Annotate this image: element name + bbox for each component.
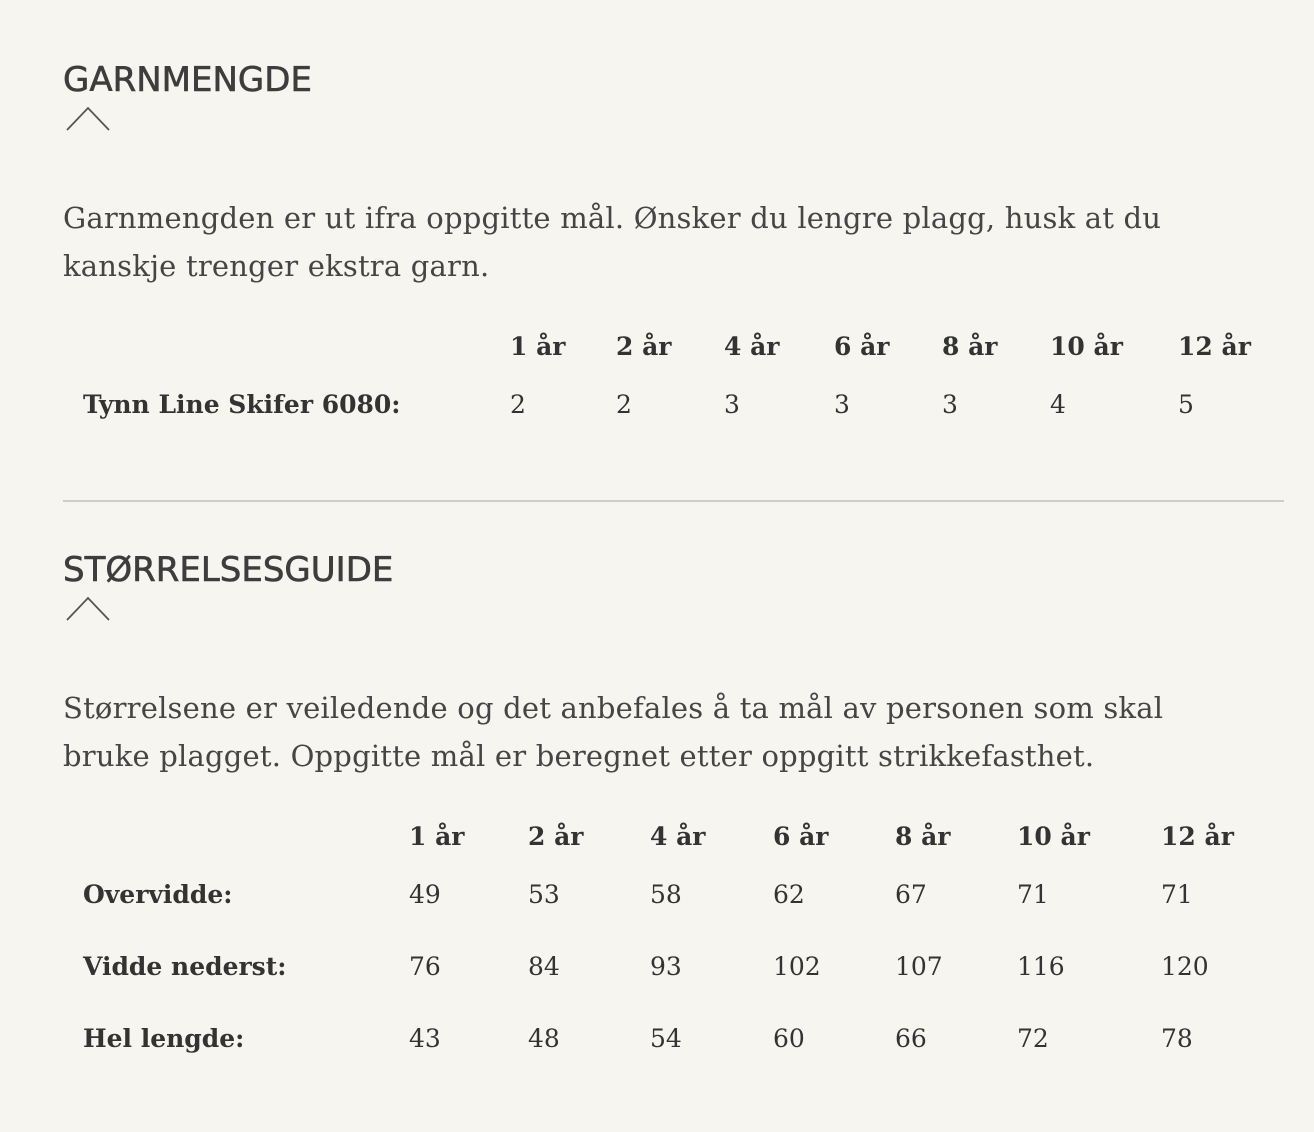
size-guide-size-header: 1 år [409, 821, 465, 851]
table-row [83, 858, 1241, 930]
size-guide-value: 102 [773, 951, 821, 981]
size-guide-heading[interactable]: STØRRELSESGUIDE [63, 550, 394, 590]
size-guide-row-label: Vidde nederst: [83, 951, 287, 981]
size-guide-value: 93 [650, 951, 682, 981]
size-guide-header-empty [83, 814, 409, 858]
size-guide-value: 66 [895, 1023, 927, 1053]
size-guide-value: 54 [650, 1023, 682, 1053]
size-guide-value: 67 [895, 879, 927, 909]
chevron-up-icon[interactable] [65, 104, 111, 132]
size-guide-value: 72 [1017, 1023, 1049, 1053]
yarn-size-header: 4 år [724, 331, 780, 361]
size-guide-value: 71 [1161, 879, 1193, 909]
yarn-table [83, 324, 1258, 440]
size-guide-value: 116 [1017, 951, 1065, 981]
yarn-header-empty [83, 324, 510, 368]
yarn-value: 3 [942, 389, 958, 419]
size-guide-value: 49 [409, 879, 441, 909]
yarn-value: 2 [510, 389, 526, 419]
yarn-size-header: 8 år [942, 331, 998, 361]
yarn-size-header: 2 år [616, 331, 672, 361]
yarn-intro: Garnmengden er ut ifra oppgitte mål. Ønsker du lengre plagg, husk at du kanskje trenger ekstra garn. [63, 201, 1162, 283]
size-guide-value: 48 [528, 1023, 560, 1053]
yarn-table-header [83, 324, 1258, 368]
size-guide-value: 62 [773, 879, 805, 909]
size-guide-size-header: 6 år [773, 821, 829, 851]
chevron-up-icon[interactable] [65, 594, 111, 622]
yarn-size-header: 1 år [510, 331, 566, 361]
size-guide-value: 71 [1017, 879, 1049, 909]
size-guide-value: 60 [773, 1023, 805, 1053]
yarn-value: 3 [834, 389, 850, 419]
size-guide-value: 43 [409, 1023, 441, 1053]
section-divider [63, 500, 1284, 502]
table-row [83, 1002, 1241, 1074]
size-guide-size-header: 2 år [528, 821, 584, 851]
yarn-value: 4 [1050, 389, 1066, 419]
table-row [83, 368, 1258, 440]
size-guide-value: 84 [528, 951, 560, 981]
size-guide-value: 76 [409, 951, 441, 981]
size-guide-intro: Størrelsene er veiledende og det anbefales å ta mål av personen som skal bruke plagget. Oppgitte mål er beregnet etter oppgitt strikkefasthet. [63, 691, 1164, 773]
yarn-size-header: 12 år [1178, 331, 1251, 361]
yarn-size-header: 6 år [834, 331, 890, 361]
yarn-value: 5 [1178, 389, 1194, 419]
table-row [83, 930, 1241, 1002]
yarn-size-header: 10 år [1050, 331, 1123, 361]
size-guide-value: 78 [1161, 1023, 1193, 1053]
size-guide-value: 58 [650, 879, 682, 909]
size-guide-value: 53 [528, 879, 560, 909]
size-guide-size-header: 12 år [1161, 821, 1234, 851]
size-guide-value: 107 [895, 951, 943, 981]
yarn-value: 3 [724, 389, 740, 419]
size-guide-table-header [83, 814, 1241, 858]
size-guide-value: 120 [1161, 951, 1209, 981]
size-guide-size-header: 4 år [650, 821, 706, 851]
size-guide-size-header: 8 år [895, 821, 951, 851]
yarn-heading[interactable]: GARNMENGDE [63, 60, 312, 100]
size-guide-table [83, 814, 1241, 1074]
yarn-value: 2 [616, 389, 632, 419]
size-guide-section [63, 548, 1284, 1053]
size-guide-size-header: 10 år [1017, 821, 1090, 851]
yarn-row-label: Tynn Line Skifer 6080: [83, 389, 401, 419]
size-guide-row-label: Overvidde: [83, 879, 233, 909]
yarn-section [63, 58, 1284, 419]
size-guide-row-label: Hel lengde: [83, 1023, 245, 1053]
